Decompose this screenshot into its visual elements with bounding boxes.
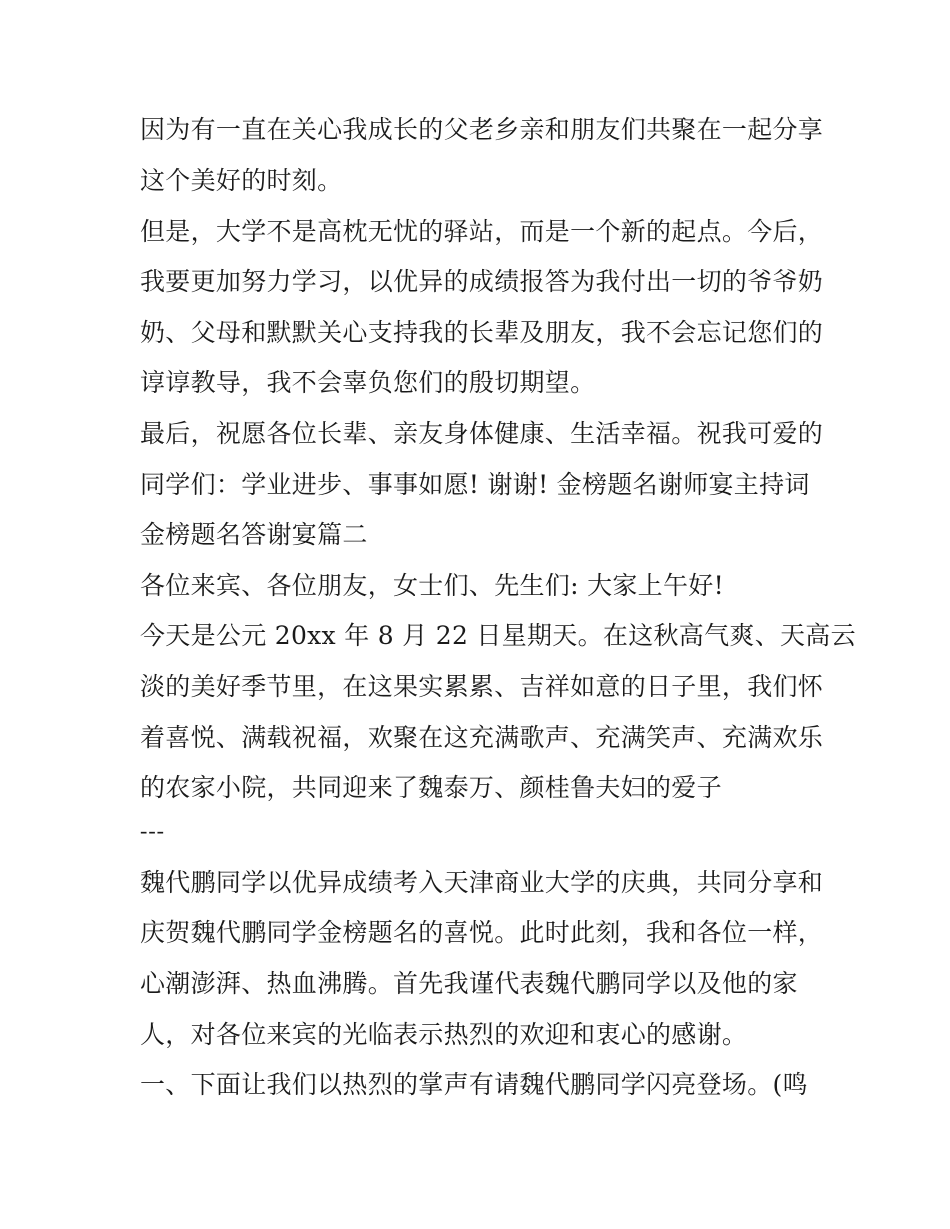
page-separator: ---	[140, 818, 165, 843]
text-line: 但是，大学不是高枕无忧的驿站，而是一个新的起点。今后，	[140, 217, 824, 246]
text-line: 着喜悦、满载祝福，欢聚在这充满歌声、充满笑声、充满欢乐	[140, 723, 824, 752]
text-line: 我要更加努力学习，以优异的成绩报答为我付出一切的爷爷奶	[140, 267, 824, 296]
text-line: 因为有一直在关心我成长的父老乡亲和朋友们共聚在一起分享	[140, 115, 824, 144]
text-line: 淡的美好季节里，在这果实累累、吉祥如意的日子里，我们怀	[140, 672, 824, 701]
text-line: 这个美好的时刻。	[140, 166, 343, 195]
text-line: 人，对各位来宾的光临表示热烈的欢迎和衷心的感谢。	[140, 1020, 748, 1049]
text-line: 谆谆教导，我不会辜负您们的殷切期望。	[140, 368, 596, 397]
text-line: 各位来宾、各位朋友，女士们、先生们: 大家上午好!	[140, 571, 724, 600]
text-line: 奶、父母和默默关心支持我的长辈及朋友，我不会忘记您们的	[140, 318, 824, 347]
text-line: 心潮澎湃、热血沸腾。首先我谨代表魏代鹏同学以及他的家	[140, 969, 798, 998]
section-heading: 金榜题名答谢宴篇二	[140, 520, 368, 549]
text-line: 最后，祝愿各位长辈、亲友身体健康、生活幸福。祝我可爱的	[140, 419, 824, 448]
text-line: 庆贺魏代鹏同学金榜题名的喜悦。此时此刻，我和各位一样，	[140, 918, 824, 947]
text-line: 一、下面让我们以热烈的掌声有请魏代鹏同学闪亮登场。(鸣	[140, 1070, 808, 1099]
text-line: 魏代鹏同学以优异成绩考入天津商业大学的庆典，共同分享和	[140, 868, 824, 897]
text-line: 今天是公元 20xx 年 8 月 22 日星期天。在这秋高气爽、天高云	[140, 621, 856, 650]
text-line: 的农家小院，共同迎来了魏泰万、颜桂鲁夫妇的爱子	[140, 773, 722, 802]
text-line: 同学们：学业进步、事事如愿! 谢谢! 金榜题名谢师宴主持词	[140, 470, 810, 499]
